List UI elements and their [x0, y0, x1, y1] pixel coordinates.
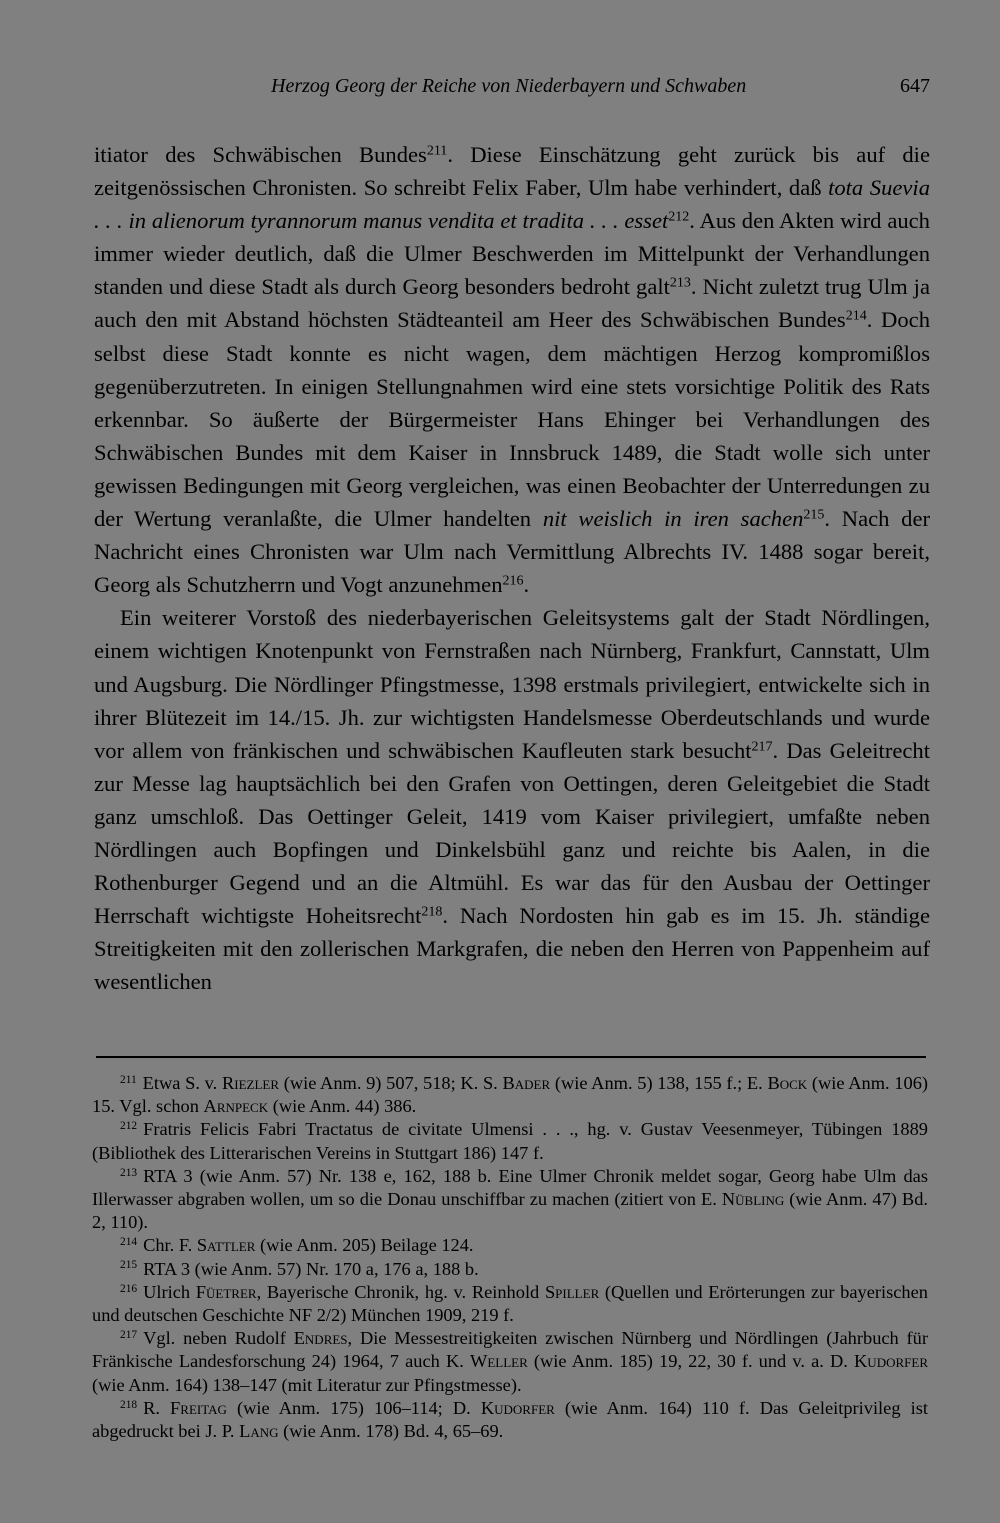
- footnote-ref: 215: [803, 507, 825, 523]
- footnote: [92, 1118, 928, 1164]
- author-name: Nübling: [721, 1189, 785, 1210]
- footnote-text: (wie Anm. 164) 138–147 (mit Literatur zur Pfingstmesse).: [92, 1374, 522, 1395]
- author-name: Freitag: [170, 1397, 227, 1418]
- footnote-number: 211: [120, 1073, 137, 1086]
- author-name: Bock: [767, 1073, 808, 1093]
- footnote: [92, 1258, 928, 1281]
- footnote-text: (wie Anm. 44) 386.: [268, 1096, 417, 1117]
- footnote: [92, 1327, 928, 1397]
- author-name: Bader: [502, 1073, 551, 1093]
- text-run: . Nach der Nachricht eines Chronisten war Ulm nach Vermittlung Albrechts IV. 1488 sogar bereit, Georg als Schutzherrn und Vogt anzunehmen: [94, 506, 931, 598]
- footnote-ref: 218: [421, 904, 443, 920]
- footnote-number: 215: [120, 1259, 138, 1272]
- author-name: Arnpeck: [203, 1096, 269, 1117]
- author-name: Lang: [239, 1421, 279, 1442]
- main-text: [94, 138, 930, 998]
- footnote-text: , Bayerische Chronik, hg. v. Reinhold: [256, 1281, 545, 1302]
- author-name: Endres: [293, 1328, 348, 1349]
- text-run: itiator des Schwäbischen Bundes: [94, 142, 427, 167]
- footnote-text: (wie Anm. 205) Beilage 124.: [255, 1235, 474, 1256]
- author-name: Riezler: [221, 1073, 279, 1093]
- footnote-text: (wie Anm. 9) 507, 518; K. S.: [279, 1073, 503, 1093]
- footnote: [92, 1397, 928, 1443]
- footnote-ref: 211: [426, 143, 448, 159]
- footnote: [92, 1234, 928, 1257]
- footnote-text: (wie Anm. 47) Bd. 2, 110).: [92, 1189, 928, 1233]
- quote: nit weislich in iren sachen: [542, 506, 804, 532]
- footnote-number: 214: [120, 1236, 138, 1249]
- footnotes: [92, 1072, 928, 1443]
- footnote-ref: 213: [669, 275, 691, 291]
- footnote-text: Ulrich: [143, 1281, 196, 1302]
- footnote-text: (wie Anm. 106) 15. Vgl. schon: [92, 1073, 929, 1117]
- paragraph: [94, 601, 930, 998]
- running-title: Herzog Georg der Reiche von Niederbayern und Schwaben: [271, 75, 747, 97]
- footnote-number: 217: [120, 1328, 138, 1341]
- footnote-text: RTA 3 (wie Anm. 57) Nr. 170 a, 176 a, 188 b.: [143, 1258, 479, 1279]
- footnote-ref: 214: [845, 308, 867, 324]
- text-run: . Diese Einschätzung geht zurück bis auf die zeitgenössischen Chronisten. So schreibt Felix Faber, Ulm habe verhindert, daß: [94, 142, 930, 201]
- footnote-number: 216: [120, 1282, 138, 1295]
- footnote-text: (wie Anm. 185) 19, 22, 30 f. und v. a. D.: [527, 1351, 855, 1372]
- footnote: [92, 1165, 928, 1235]
- author-name: Kudorfer: [854, 1351, 928, 1372]
- footnote-ref: 217: [751, 738, 773, 754]
- text-run: . Nicht zuletzt trug Ulm ja auch den mit Abstand höchsten Städteanteil am Heer des Schwäbischen Bundes: [94, 274, 930, 333]
- footnote-text: (wie Anm. 175) 106–114; D.: [226, 1397, 481, 1418]
- page-number: 647: [900, 75, 930, 97]
- footnote: [92, 1072, 928, 1118]
- latin-quote: tota Suevia . . . in alienorum tyrannorum manus vendita et tradita . . . esset: [94, 175, 930, 234]
- paragraph: [94, 138, 930, 601]
- text-run: . Doch selbst diese Stadt konnte es nicht wagen, dem mächtigen Herzog kompromißlos gegenüberzutreten. In einigen Stellungnahmen wird eine stets vorsichtige Politik des Rats erkennbar. So äußerte der Bürgermeister Hans Ehinger bei Verhandlungen des Schwäbischen Bundes mit dem Kaiser in Innsbruck 1489, die Stadt wolle sich unter gewissen Bedingungen mit Georg vergleichen, was einen Beobachter der Unterredungen zu der Wertung veranlaßte, die Ulmer handelten: [94, 307, 930, 532]
- footnote: [92, 1281, 928, 1327]
- footnote-text: (wie Anm. 5) 138, 155 f.; E.: [550, 1073, 768, 1093]
- text-run: .: [523, 572, 530, 598]
- text-run: . Das Geleitrecht zur Messe lag hauptsächlich bei den Grafen von Oettingen, deren Geleitgebiet die Stadt ganz umschloß. Das Oettinger Geleit, 1419 vom Kaiser privilegiert, umfaßte neben Nördlingen auch Bopfingen und Dinkelsbühl ganz und reichte bis Aalen, in die Rothenburger Gegend und an die Altmühl. Es war das für den Ausbau der Oettinger Herrschaft wichtigste Hoheitsrecht: [94, 737, 930, 929]
- text-run: . Nach Nordosten hin gab es im 15. Jh. ständige Streitigkeiten mit den zollerischen Markgrafen, die neben den Herren von Pappenheim auf wesentlichen: [94, 903, 930, 995]
- author-name: Kudorfer: [480, 1397, 555, 1418]
- footnote-text: RTA 3 (wie Anm. 57) Nr. 138 e, 162, 188 b. Eine Ulmer Chronik meldet sogar, Georg habe Ulm das Illerwasser abgraben wollen, um so die Donau unschiffbar zu machen (zitiert von E.: [92, 1165, 928, 1210]
- footnote-text: (wie Anm. 178) Bd. 4, 65–69.: [278, 1421, 504, 1442]
- author-name: Sattler: [196, 1235, 256, 1256]
- footnote-number: 212: [120, 1120, 138, 1133]
- footnote-text: Chr. F.: [143, 1235, 197, 1256]
- author-name: Spiller: [544, 1281, 600, 1302]
- footnote-ref: 212: [668, 209, 690, 225]
- footnote-text: Fratris Felicis Fabri Tractatus de civitate Ulmensi . . ., hg. v. Gustav Veesenmeyer, Tübingen 1889 (Bibliothek des Litterarischen Vereins in Stuttgart 186) 147 f.: [92, 1119, 928, 1163]
- footnote-number: 218: [120, 1398, 138, 1411]
- footnote-number: 213: [120, 1166, 138, 1179]
- footnote-text: (Quellen und Erörterungen zur bayerischen und deutschen Geschichte NF 2/2) München 1909, 219 f.: [92, 1281, 928, 1326]
- footnote-text: R.: [143, 1397, 171, 1418]
- footnote-text: Etwa S. v.: [142, 1073, 222, 1093]
- footnote-text: Vgl. neben Rudolf: [143, 1328, 294, 1349]
- author-name: Weller: [469, 1351, 528, 1372]
- footnote-text: (wie Anm. 164) 110 f. Das Geleitprivileg ist abgedruckt bei J. P.: [92, 1397, 928, 1442]
- footnote-ref: 216: [502, 573, 524, 589]
- footnote-text: , Die Messestreitigkeiten zwischen Nürnberg und Nördlingen (Jahrbuch für Fränkische Landesforschung 24) 1964, 7 auch K.: [92, 1328, 928, 1372]
- text-run: Ein weiterer Vorstoß des niederbayerischen Geleitsystems galt der Stadt Nördlingen, einem wichtigen Knotenpunkt von Fernstraßen nach Nürnberg, Frankfurt, Cannstatt, Ulm und Augsburg. Die Nördlinger Pfingstmesse, 1398 erstmals privilegiert, entwickelte sich in ihrer Blütezeit im 14./15. Jh. zur wichtigsten Handelsmesse Oberdeutschlands und wurde vor allem von fränkischen und schwäbischen Kaufleuten stark besucht: [94, 605, 930, 763]
- text-run: . Aus den Akten wird auch immer wieder deutlich, daß die Ulmer Beschwerden im Mittelpunkt der Verhandlungen standen und diese Stadt als durch Georg besonders bedroht galt: [94, 208, 930, 300]
- author-name: Füetrer: [195, 1281, 257, 1302]
- footnote-separator: [96, 1056, 926, 1058]
